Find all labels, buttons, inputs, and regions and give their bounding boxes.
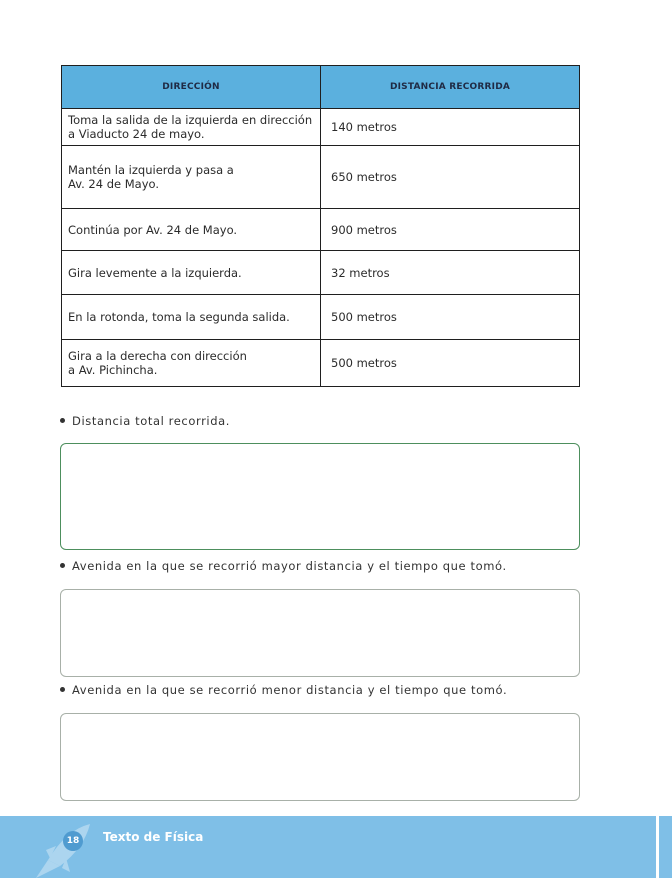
direction-text: Continúa por Av. 24 de Mayo. xyxy=(68,222,238,237)
direction-cell xyxy=(62,209,321,251)
question-2-text: Avenida en la que se recorrió mayor distancia y el tiempo que tomó. xyxy=(72,559,507,573)
direction-text: Gira levemente a la izquierda. xyxy=(68,265,242,280)
page-number: 18 xyxy=(63,831,83,851)
answer-box-total-distance[interactable] xyxy=(60,443,580,550)
direction-text: Toma la salida de la izquierda en dirección a Viaducto 24 de mayo. xyxy=(68,113,313,141)
answer-box-max-distance[interactable] xyxy=(60,589,580,677)
bullet-dot xyxy=(60,418,65,423)
table-row xyxy=(62,251,580,295)
direction-cell xyxy=(62,340,321,387)
table-row xyxy=(62,146,580,209)
distance-cell: 650 metros xyxy=(321,146,580,209)
distance-cell: 500 metros xyxy=(321,340,580,387)
table-header-row xyxy=(62,66,580,109)
direction-cell xyxy=(62,109,321,146)
distance-cell: 500 metros xyxy=(321,295,580,340)
direction-text: Gira a la derecha con dirección a Av. Pichincha. xyxy=(68,349,247,377)
question-3-text: Avenida en la que se recorrió menor distancia y el tiempo que tomó. xyxy=(72,683,508,697)
table-row xyxy=(62,295,580,340)
table-row xyxy=(62,109,580,146)
direction-cell xyxy=(62,251,321,295)
question-2 xyxy=(60,559,507,573)
answer-box-min-distance[interactable] xyxy=(60,713,580,801)
distance-cell: 900 metros xyxy=(321,209,580,251)
distance-cell: 32 metros xyxy=(321,251,580,295)
direction-cell xyxy=(62,295,321,340)
bullet-dot xyxy=(60,563,65,568)
footer-title: Texto de Física xyxy=(103,830,204,844)
header-distance: DISTANCIA RECORRIDA xyxy=(321,66,580,109)
table-row xyxy=(62,340,580,387)
question-3 xyxy=(60,683,507,697)
table-row xyxy=(62,209,580,251)
header-direction: DIRECCIÓN xyxy=(62,66,321,109)
page-footer xyxy=(0,816,656,878)
question-1 xyxy=(60,414,230,428)
direction-text: En la rotonda, toma la segunda salida. xyxy=(68,310,290,324)
route-table xyxy=(61,65,580,387)
direction-text: Mantén la izquierda y pasa a Av. 24 de Mayo. xyxy=(68,163,234,191)
direction-cell xyxy=(62,146,321,209)
distance-cell: 140 metros xyxy=(321,109,580,146)
question-1-text: Distancia total recorrida. xyxy=(72,414,231,428)
bullet-dot xyxy=(60,687,65,692)
rocket-icon xyxy=(26,820,96,878)
footer-edge xyxy=(659,816,672,878)
